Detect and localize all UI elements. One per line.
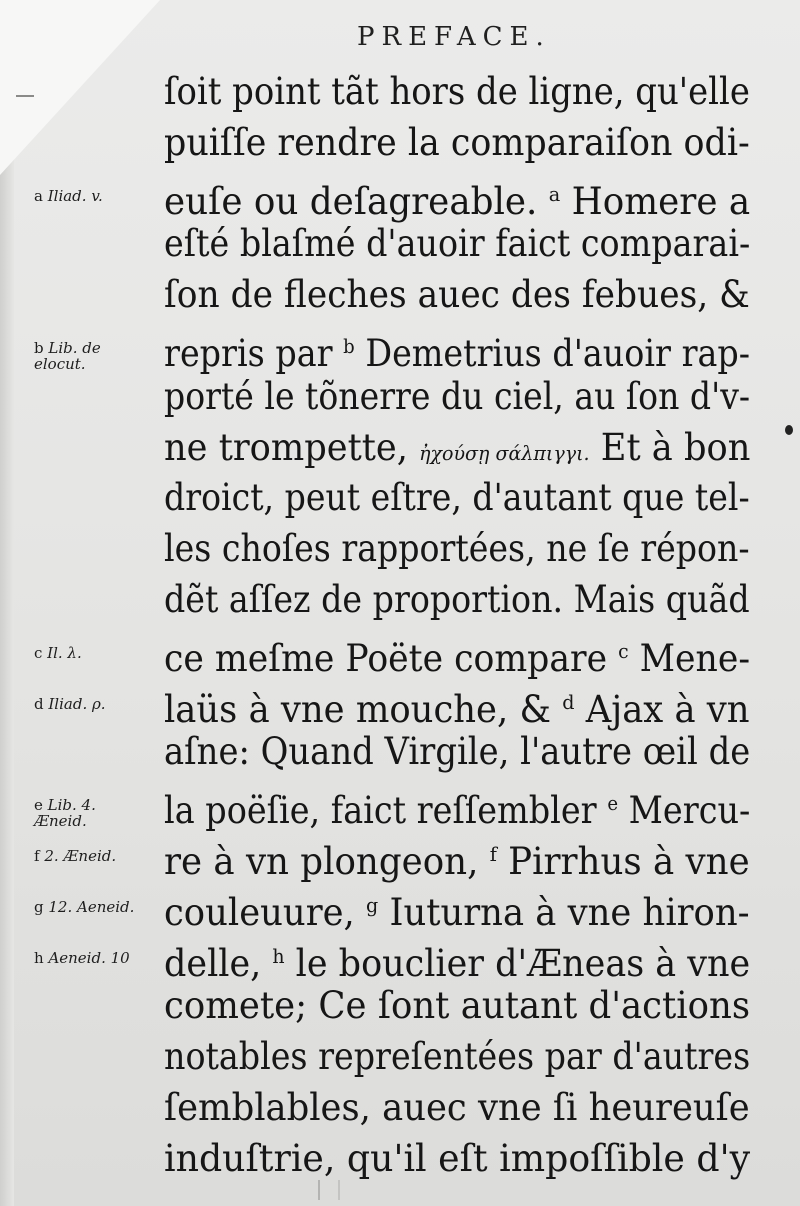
margin-note-letter: f bbox=[34, 847, 45, 865]
footnote-marker: b bbox=[343, 334, 355, 358]
footnote-marker: c bbox=[618, 638, 629, 663]
page-gutter bbox=[0, 0, 14, 1206]
text-line: les choſes rapportées, ne ſe répon- bbox=[164, 527, 750, 571]
text-line: laüs à vne mouche, & $^d$ Ajax à vn bbox=[164, 687, 750, 731]
text-line: eſté blaſmé d'auoir faict comparai- bbox=[164, 222, 751, 266]
margin-note bbox=[34, 797, 96, 829]
text-line: induſtrie, qu'il eſt impoſſible d'y bbox=[164, 1136, 751, 1180]
margin-note-letter: d bbox=[34, 694, 49, 713]
margin-note-ref: Iliad. v. bbox=[47, 186, 103, 205]
footnote-marker: g bbox=[366, 892, 379, 917]
margin-note-ref: 2. Æneid. bbox=[44, 847, 117, 865]
text-line: ſon de fleches auec des febues, & bbox=[164, 273, 750, 317]
running-head: PREFACE. bbox=[357, 22, 551, 52]
margin-note bbox=[34, 696, 106, 712]
margin-note-ref: Lib. 4. bbox=[47, 796, 96, 815]
footnote-marker: a bbox=[548, 181, 561, 206]
margin-mark bbox=[16, 95, 34, 97]
margin-note-ref: Iliad. ρ. bbox=[48, 694, 106, 713]
text-line: delle, $^h$ le bouclier d'Æneas à vne bbox=[164, 941, 751, 985]
text-line: droict, peut eſtre, d'autant que tel- bbox=[164, 476, 750, 520]
margin-note bbox=[34, 899, 134, 915]
text-line: ſemblables, auec vne ſi heureuſe bbox=[164, 1086, 750, 1129]
margin-note-ref-cont: elocut. bbox=[34, 355, 86, 373]
margin-note bbox=[34, 340, 101, 372]
margin-note-letter: b bbox=[34, 339, 49, 357]
margin-note-ref: Il. λ. bbox=[47, 643, 82, 662]
margin-note bbox=[34, 645, 82, 661]
footnote-marker: h bbox=[272, 943, 285, 968]
text-line: euſe ou deſagreable. $^a$ Homere a bbox=[164, 179, 751, 223]
text-line: ſoit point tãt hors de ligne, qu'elle bbox=[164, 70, 750, 113]
text-line: porté le tõnerre du ciel, au ſon d'v- bbox=[164, 374, 751, 418]
margin-note bbox=[34, 848, 116, 864]
margin-note-letter: g bbox=[34, 897, 49, 916]
margin-note-letter: a bbox=[34, 186, 48, 205]
margin-note-letter: e bbox=[34, 796, 48, 815]
text-line: notables repreſentées par d'autres bbox=[164, 1035, 751, 1079]
footnote-marker: e bbox=[607, 791, 619, 816]
text-line: couleuure, $^g$ Iuturna à vne hiron- bbox=[164, 890, 750, 934]
text-line: ce meſme Poëte compare $^c$ Mene- bbox=[164, 636, 751, 680]
text-line: dẽt aſſez de proportion. Mais quãd bbox=[164, 578, 750, 621]
margin-note-letter: h bbox=[34, 948, 49, 967]
text-line: la poëſie, faict reſſembler $^e$ Mercu- bbox=[164, 789, 751, 833]
text-line: re à vn plongeon, $^f$ Pirrhus à vne bbox=[164, 840, 750, 883]
footnote-marker: f bbox=[489, 842, 497, 866]
margin-note-ref: Aeneid. 10 bbox=[48, 948, 130, 967]
footnote-marker: d bbox=[562, 689, 575, 714]
margin-note bbox=[34, 188, 103, 204]
margin-note-ref: Lib. de bbox=[48, 339, 101, 357]
text-line: aſne: Quand Virgile, l'autre œil de bbox=[164, 730, 751, 774]
text-line: puiſſe rendre la comparaiſon odi- bbox=[164, 120, 750, 164]
margin-note bbox=[34, 950, 130, 966]
folded-corner bbox=[0, 0, 160, 175]
text-line: repris par $^b$ Demetrius d'auoir rap- bbox=[164, 332, 751, 375]
margin-note-ref-cont: Æneid. bbox=[34, 812, 87, 831]
greek-quote: ἠχούσῃ σάλπιγγι. bbox=[419, 440, 590, 465]
margin-note-letter: c bbox=[34, 643, 48, 662]
bleed-through bbox=[318, 1180, 340, 1200]
ink-dot bbox=[785, 425, 793, 435]
margin-note-ref: 12. Aeneid. bbox=[48, 897, 135, 916]
text-line: comete; Ce ſont autant d'actions bbox=[164, 984, 751, 1028]
text-line: ne trompette, ἠχούσῃ σάλπιγγι. Et à bon bbox=[164, 425, 751, 469]
